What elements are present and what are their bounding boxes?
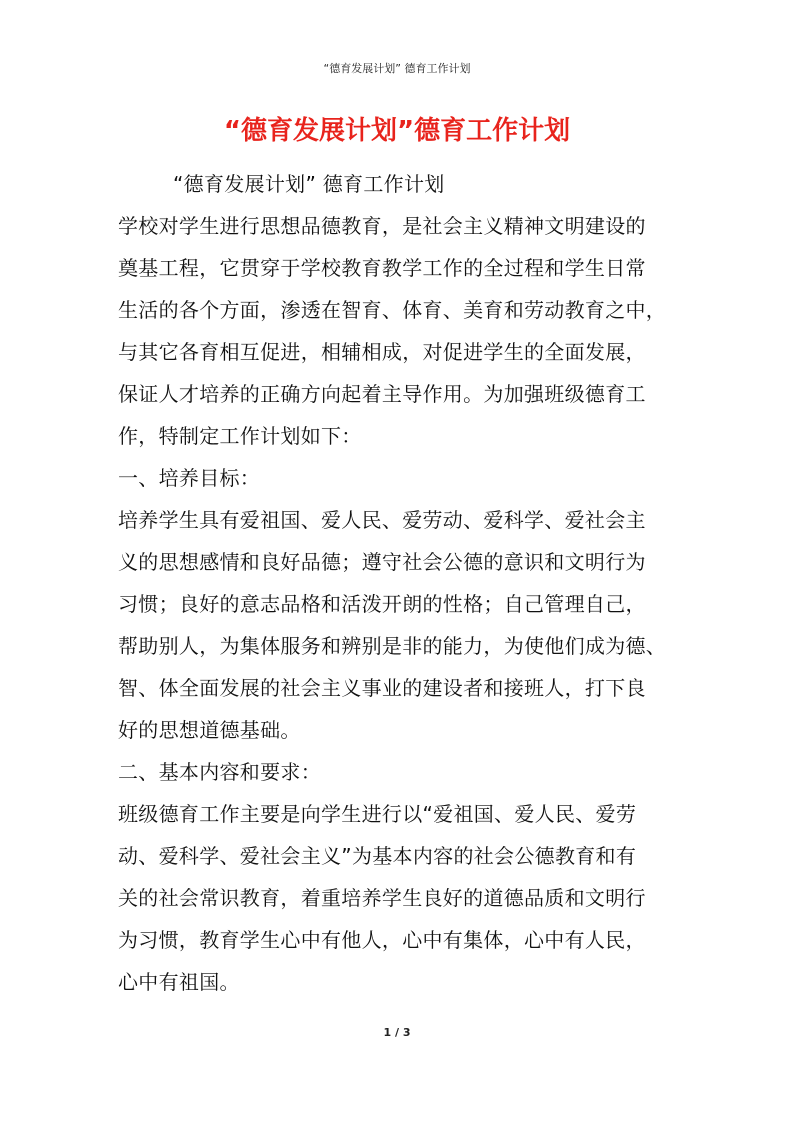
paragraph-line: 培养学生具有爱祖国、爱人民、爱劳动、爱科学、爱社会主 bbox=[118, 508, 646, 532]
paragraph-line: 好的思想道德基础。 bbox=[118, 718, 301, 742]
paragraph-line: 习惯；良好的意志品格和活泼开朗的性格；自己管理自己， bbox=[118, 592, 646, 616]
paragraph-line: 奠基工程，它贯穿于学校教育教学工作的全过程和学生日常 bbox=[118, 256, 646, 280]
page-header: “德育发展计划” 德育工作计划 bbox=[323, 62, 471, 75]
paragraph-line: 保证人才培养的正确方向起着主导作用。为加强班级德育工 bbox=[118, 382, 646, 406]
paragraph-line: 帮助别人，为集体服务和辨别是非的能力，为使他们成为德、 bbox=[118, 634, 667, 658]
paragraph-line: 学校对学生进行思想品德教育，是社会主义精神文明建设的 bbox=[118, 214, 646, 238]
paragraph-line: 与其它各育相互促进，相辅相成，对促进学生的全面发展， bbox=[118, 340, 646, 364]
page-number: 1 / 3 bbox=[383, 1026, 411, 1039]
subtitle-line: “德育发展计划” 德育工作计划 bbox=[173, 172, 445, 196]
paragraph-line: 义的思想感情和良好品德；遵守社会公德的意识和文明行为 bbox=[118, 550, 646, 574]
paragraph-line: 生活的各个方面，渗透在智育、体育、美育和劳动教育之中， bbox=[118, 298, 667, 322]
document-title: “德育发展计划”德育工作计划 bbox=[223, 116, 571, 146]
paragraph-line: 智、体全面发展的社会主义事业的建设者和接班人，打下良 bbox=[118, 676, 646, 700]
paragraph-line: 关的社会常识教育，着重培养学生良好的道德品质和文明行 bbox=[118, 886, 646, 910]
paragraph-line: 作，特制定工作计划如下： bbox=[118, 424, 362, 448]
paragraph-line: 为习惯，教育学生心中有他人，心中有集体，心中有人民， bbox=[118, 928, 646, 952]
section-heading: 一、培养目标： bbox=[118, 466, 261, 490]
paragraph-line: 班级德育工作主要是向学生进行以“爱祖国、爱人民、爱劳 bbox=[118, 802, 637, 826]
section-heading: 二、基本内容和要求： bbox=[118, 760, 321, 784]
paragraph-line: 心中有祖国。 bbox=[118, 970, 240, 994]
document-body bbox=[118, 163, 698, 1003]
paragraph-line: 动、爱科学、爱社会主义”为基本内容的社会公德教育和有 bbox=[118, 844, 637, 868]
